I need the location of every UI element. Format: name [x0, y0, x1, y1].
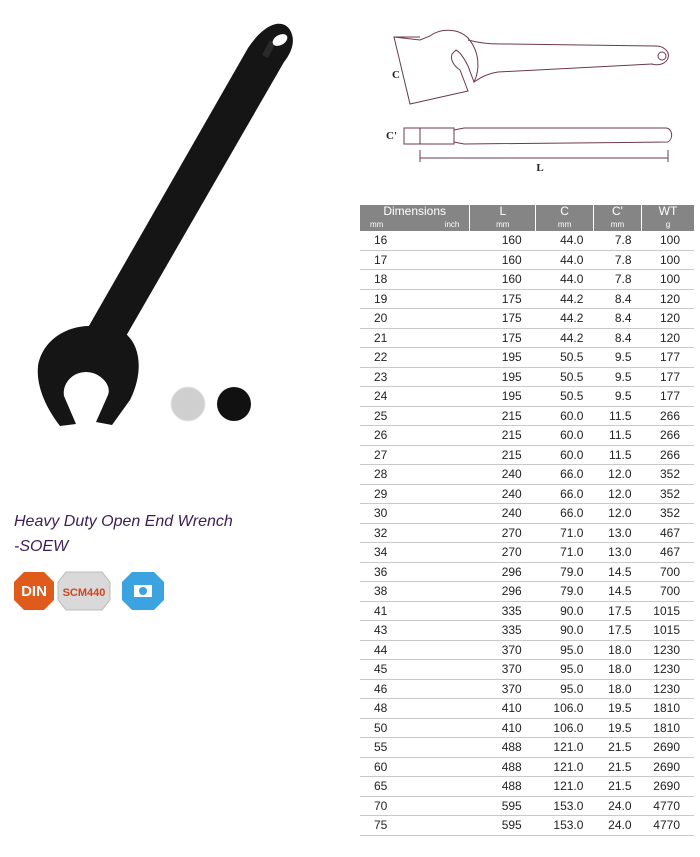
cell-inch [421, 543, 469, 563]
cell-c-prime: 21.5 [593, 777, 641, 797]
certification-badges [14, 570, 174, 612]
table-row [360, 250, 694, 270]
cell-wt: 352 [642, 484, 695, 504]
cell-c: 121.0 [536, 738, 594, 758]
cell-wt: 120 [642, 328, 695, 348]
cell-inch [421, 562, 469, 582]
cell-inch [421, 348, 469, 368]
cell-l: 195 [470, 367, 536, 387]
cell-wt: 467 [642, 543, 695, 563]
table-row [360, 328, 694, 348]
cell-l: 370 [470, 660, 536, 680]
table-row [360, 816, 694, 836]
cell-l: 160 [470, 250, 536, 270]
cell-mm: 70 [360, 796, 421, 816]
cell-c: 153.0 [536, 816, 594, 836]
cell-wt: 100 [642, 231, 695, 250]
cell-inch [421, 270, 469, 290]
cell-c: 50.5 [536, 387, 594, 407]
table-row [360, 679, 694, 699]
cell-l: 240 [470, 484, 536, 504]
cell-wt: 100 [642, 250, 695, 270]
cell-c: 121.0 [536, 757, 594, 777]
cell-inch [421, 777, 469, 797]
cell-mm: 32 [360, 523, 421, 543]
table-row [360, 348, 694, 368]
cell-c: 95.0 [536, 660, 594, 680]
table-row [360, 504, 694, 524]
cell-inch [421, 445, 469, 465]
cell-wt: 100 [642, 270, 695, 290]
cell-c: 79.0 [536, 562, 594, 582]
cell-mm: 28 [360, 465, 421, 485]
cell-mm: 65 [360, 777, 421, 797]
cell-c: 44.0 [536, 270, 594, 290]
cell-c: 71.0 [536, 523, 594, 543]
cell-l: 195 [470, 387, 536, 407]
product-title-line1: Heavy Duty Open End Wrench [14, 513, 233, 530]
cell-wt: 1810 [642, 699, 695, 719]
product-title-line2: -SOEW [14, 538, 69, 555]
cell-wt: 4770 [642, 796, 695, 816]
cell-c: 44.2 [536, 328, 594, 348]
cell-c-prime: 21.5 [593, 738, 641, 758]
cell-mm: 46 [360, 679, 421, 699]
cell-wt: 1230 [642, 679, 695, 699]
cell-l: 270 [470, 543, 536, 563]
cell-c-prime: 7.8 [593, 250, 641, 270]
cell-mm: 36 [360, 562, 421, 582]
cell-wt: 700 [642, 562, 695, 582]
cell-c: 60.0 [536, 426, 594, 446]
cell-c-prime: 9.5 [593, 367, 641, 387]
cell-inch [421, 309, 469, 329]
cell-c-prime: 11.5 [593, 445, 641, 465]
drawing-label-c-prime: C' [386, 130, 397, 142]
table-row [360, 582, 694, 602]
cell-c-prime: 13.0 [593, 543, 641, 563]
cell-inch [421, 660, 469, 680]
cell-inch [421, 601, 469, 621]
table-row [360, 406, 694, 426]
table-row [360, 367, 694, 387]
cell-wt: 2690 [642, 777, 695, 797]
quality-icon [122, 572, 164, 610]
cell-wt: 4770 [642, 816, 695, 836]
cell-inch [421, 289, 469, 309]
table-row [360, 309, 694, 329]
cell-wt: 700 [642, 582, 695, 602]
header-l: L mm [470, 205, 536, 231]
table-row [360, 718, 694, 738]
cell-wt: 2690 [642, 757, 695, 777]
cell-mm: 30 [360, 504, 421, 524]
header-mm: mm [370, 220, 384, 229]
cell-mm: 20 [360, 309, 421, 329]
cell-c-prime: 18.0 [593, 679, 641, 699]
cell-c: 106.0 [536, 699, 594, 719]
cell-wt: 1015 [642, 621, 695, 641]
cell-l: 240 [470, 504, 536, 524]
din-badge-text: DIN [21, 583, 47, 600]
cell-c: 44.2 [536, 309, 594, 329]
cell-mm: 48 [360, 699, 421, 719]
cell-mm: 25 [360, 406, 421, 426]
cell-c-prime: 24.0 [593, 816, 641, 836]
cell-l: 175 [470, 289, 536, 309]
cell-l: 595 [470, 796, 536, 816]
cell-c: 44.2 [536, 289, 594, 309]
cell-wt: 352 [642, 504, 695, 524]
table-row [360, 426, 694, 446]
cell-l: 160 [470, 231, 536, 250]
table-row [360, 757, 694, 777]
cell-c-prime: 21.5 [593, 757, 641, 777]
cell-mm: 19 [360, 289, 421, 309]
scm440-badge-text: SCM440 [62, 587, 106, 599]
cell-wt: 1810 [642, 718, 695, 738]
cell-wt: 1230 [642, 660, 695, 680]
cell-mm: 22 [360, 348, 421, 368]
cell-mm: 29 [360, 484, 421, 504]
header-inch: inch [444, 220, 460, 229]
cell-c: 60.0 [536, 445, 594, 465]
cell-wt: 1230 [642, 640, 695, 660]
cell-mm: 41 [360, 601, 421, 621]
cell-inch [421, 640, 469, 660]
drawing-label-c: C [392, 69, 400, 81]
table-row [360, 562, 694, 582]
cell-l: 175 [470, 328, 536, 348]
cell-l: 488 [470, 777, 536, 797]
table-row [360, 484, 694, 504]
cell-c-prime: 7.8 [593, 231, 641, 250]
cell-c: 95.0 [536, 640, 594, 660]
cell-c-prime: 12.0 [593, 465, 641, 485]
cell-c-prime: 24.0 [593, 796, 641, 816]
cell-inch [421, 621, 469, 641]
cell-l: 410 [470, 699, 536, 719]
cell-inch [421, 738, 469, 758]
cell-l: 160 [470, 270, 536, 290]
cell-l: 195 [470, 348, 536, 368]
drawing-label-l: L [536, 162, 544, 174]
cell-c: 106.0 [536, 718, 594, 738]
cell-inch [421, 582, 469, 602]
cell-mm: 38 [360, 582, 421, 602]
cell-wt: 120 [642, 289, 695, 309]
cell-c: 90.0 [536, 601, 594, 621]
table-row [360, 699, 694, 719]
table-header-row [360, 205, 694, 231]
cell-mm: 34 [360, 543, 421, 563]
cell-c: 44.0 [536, 250, 594, 270]
cell-inch [421, 504, 469, 524]
cell-wt: 1015 [642, 601, 695, 621]
cell-wt: 467 [642, 523, 695, 543]
table-row [360, 738, 694, 758]
scm440-badge [58, 572, 110, 610]
cell-mm: 26 [360, 426, 421, 446]
cell-l: 370 [470, 640, 536, 660]
cell-c-prime: 8.4 [593, 289, 641, 309]
cell-c-prime: 12.0 [593, 504, 641, 524]
cell-l: 335 [470, 601, 536, 621]
cell-inch [421, 328, 469, 348]
cell-c: 79.0 [536, 582, 594, 602]
cell-c-prime: 18.0 [593, 660, 641, 680]
cell-mm: 18 [360, 270, 421, 290]
cell-mm: 23 [360, 367, 421, 387]
cell-l: 215 [470, 406, 536, 426]
cell-l: 296 [470, 562, 536, 582]
cell-l: 240 [470, 465, 536, 485]
cell-c-prime: 11.5 [593, 406, 641, 426]
cell-inch [421, 465, 469, 485]
cell-c: 71.0 [536, 543, 594, 563]
cell-c: 66.0 [536, 465, 594, 485]
cell-mm: 75 [360, 816, 421, 836]
cell-c: 60.0 [536, 406, 594, 426]
cell-inch [421, 367, 469, 387]
cell-c-prime: 7.8 [593, 270, 641, 290]
table-row [360, 777, 694, 797]
cell-c-prime: 8.4 [593, 328, 641, 348]
spec-table-body [360, 231, 694, 835]
cell-inch [421, 250, 469, 270]
cell-c-prime: 17.5 [593, 601, 641, 621]
cell-wt: 177 [642, 387, 695, 407]
cell-l: 270 [470, 523, 536, 543]
cell-inch [421, 816, 469, 836]
cell-mm: 50 [360, 718, 421, 738]
cell-inch [421, 699, 469, 719]
cell-l: 370 [470, 679, 536, 699]
cell-mm: 24 [360, 387, 421, 407]
technical-drawing [380, 0, 700, 190]
black-finish-swatch [217, 387, 251, 421]
cell-inch [421, 679, 469, 699]
cell-c-prime: 19.5 [593, 699, 641, 719]
spec-table [360, 205, 694, 836]
cell-c-prime: 14.5 [593, 582, 641, 602]
cell-c: 50.5 [536, 367, 594, 387]
cell-wt: 177 [642, 367, 695, 387]
cell-wt: 2690 [642, 738, 695, 758]
cell-c: 66.0 [536, 504, 594, 524]
cell-wt: 177 [642, 348, 695, 368]
cell-inch [421, 406, 469, 426]
cell-wt: 266 [642, 426, 695, 446]
cell-mm: 43 [360, 621, 421, 641]
cell-l: 215 [470, 445, 536, 465]
cell-mm: 55 [360, 738, 421, 758]
table-row [360, 445, 694, 465]
cell-l: 215 [470, 426, 536, 446]
cell-mm: 27 [360, 445, 421, 465]
table-row [360, 543, 694, 563]
cell-inch [421, 387, 469, 407]
wrench-icon [38, 24, 293, 426]
cell-c: 121.0 [536, 777, 594, 797]
cell-c-prime: 19.5 [593, 718, 641, 738]
table-row [360, 270, 694, 290]
cell-inch [421, 757, 469, 777]
din-badge [14, 572, 54, 610]
table-row [360, 231, 694, 250]
table-row [360, 621, 694, 641]
cell-mm: 60 [360, 757, 421, 777]
table-row [360, 387, 694, 407]
cell-inch [421, 796, 469, 816]
cell-c-prime: 8.4 [593, 309, 641, 329]
cell-mm: 45 [360, 660, 421, 680]
cell-inch [421, 231, 469, 250]
cell-l: 296 [470, 582, 536, 602]
cell-c-prime: 11.5 [593, 426, 641, 446]
cell-c-prime: 17.5 [593, 621, 641, 641]
table-row [360, 289, 694, 309]
table-row [360, 465, 694, 485]
cell-inch [421, 523, 469, 543]
header-wt: WT g [642, 205, 695, 231]
cell-mm: 44 [360, 640, 421, 660]
table-row [360, 796, 694, 816]
wrench-photo [0, 0, 300, 470]
cell-inch [421, 718, 469, 738]
cell-c: 44.0 [536, 231, 594, 250]
cell-wt: 352 [642, 465, 695, 485]
cell-l: 488 [470, 738, 536, 758]
header-c: C mm [536, 205, 594, 231]
silver-finish-swatch [171, 387, 205, 421]
cell-l: 595 [470, 816, 536, 836]
cell-mm: 16 [360, 231, 421, 250]
table-row [360, 523, 694, 543]
cell-inch [421, 484, 469, 504]
cell-c: 50.5 [536, 348, 594, 368]
cell-c-prime: 9.5 [593, 387, 641, 407]
product-title [14, 509, 233, 559]
cell-l: 175 [470, 309, 536, 329]
cell-c: 153.0 [536, 796, 594, 816]
table-row [360, 601, 694, 621]
cell-c-prime: 13.0 [593, 523, 641, 543]
cell-l: 335 [470, 621, 536, 641]
cell-c-prime: 14.5 [593, 562, 641, 582]
cell-c: 66.0 [536, 484, 594, 504]
header-c-prime: C' mm [593, 205, 641, 231]
cell-wt: 120 [642, 309, 695, 329]
cell-inch [421, 426, 469, 446]
header-dimensions: Dimensions mm inch [360, 205, 470, 231]
cell-mm: 21 [360, 328, 421, 348]
table-row [360, 640, 694, 660]
cell-wt: 266 [642, 406, 695, 426]
cell-mm: 17 [360, 250, 421, 270]
cell-c-prime: 12.0 [593, 484, 641, 504]
cell-c-prime: 18.0 [593, 640, 641, 660]
table-row [360, 660, 694, 680]
cell-l: 488 [470, 757, 536, 777]
cell-wt: 266 [642, 445, 695, 465]
cell-l: 410 [470, 718, 536, 738]
cell-c-prime: 9.5 [593, 348, 641, 368]
cell-c: 90.0 [536, 621, 594, 641]
cell-c: 95.0 [536, 679, 594, 699]
